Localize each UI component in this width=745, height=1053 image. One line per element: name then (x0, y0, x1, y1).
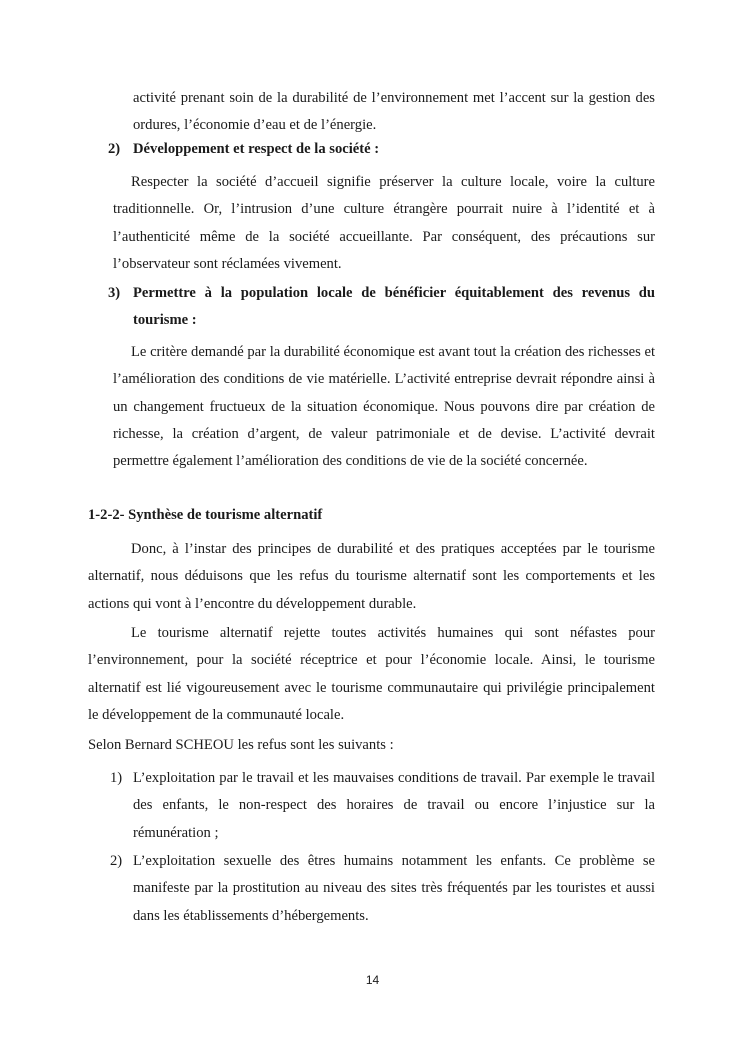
list-number-3: 3) (108, 285, 121, 301)
refus-number-2: 2) (110, 853, 123, 869)
refus-item-2: L’exploitation sexuelle des êtres humains notamment les enfants. Ce problème se manifeste par la prostitution au niveau des sites très fréquentés par les touristes et aussi dans les établissements d’hébergements. (133, 853, 655, 924)
page-number: 14 (365, 973, 380, 987)
item-heading-3: Permettre à la population locale de bénéficier équitablement des revenus du tourisme : (133, 285, 655, 329)
section-heading: 1-2-2- Synthèse de tourisme alternatif (88, 507, 323, 523)
section-intro: Selon Bernard SCHEOU les refus sont les suivants : (88, 737, 394, 753)
section-paragraph-1: Donc, à l’instar des principes de durabilité et des pratiques acceptées par le tourisme alternatif, nous déduisons que les refus du tourisme alternatif sont les comportements et les actions qui vont à l’encontre du développement durable. (88, 541, 655, 612)
list-number-2: 2) (108, 141, 121, 157)
item-heading-2: Développement et respect de la société : (133, 141, 380, 157)
paragraph-continuation: activité prenant soin de la durabilité de l’environnement met l’accent sur la gestion des ordures, l’économie d’eau et de l’énergie. (133, 90, 655, 134)
refus-item-1: L’exploitation par le travail et les mauvaises conditions de travail. Par exemple le travail des enfants, le non-respect des horaires de travail ou encore l’injustice sur la rémunération ; (133, 770, 655, 841)
item-body-3: Le critère demandé par la durabilité économique est avant tout la création des richesses et l’amélioration des conditions de vie matérielle. L’activité entreprise devrait répondre ainsi à un changement fructueux de la situation économique. Nous pouvons dire par création de richesse, la création d’argent, de valeur patrimoniale et de devise. L’activité devrait permettre également l’amélioration des conditions de vie de la société concernée. (113, 344, 655, 470)
refus-number-1: 1) (110, 770, 123, 786)
section-paragraph-2: Le tourisme alternatif rejette toutes activités humaines qui sont néfastes pour l’environnement, pour la société réceptrice et pour l’économie locale. Ainsi, le tourisme alternatif est lié vigoureusement avec le tourisme communautaire qui privilégie principalement le développement de la communauté locale. (88, 625, 655, 723)
item-body-2: Respecter la société d’accueil signifie préserver la culture locale, voire la culture traditionnelle. Or, l’intrusion d’une culture étrangère pourrait nuire à l’identité et à l’authenticité même de la société accueillante. Par conséquent, des précautions sur l’observateur sont réclamées vivement. (113, 174, 655, 272)
